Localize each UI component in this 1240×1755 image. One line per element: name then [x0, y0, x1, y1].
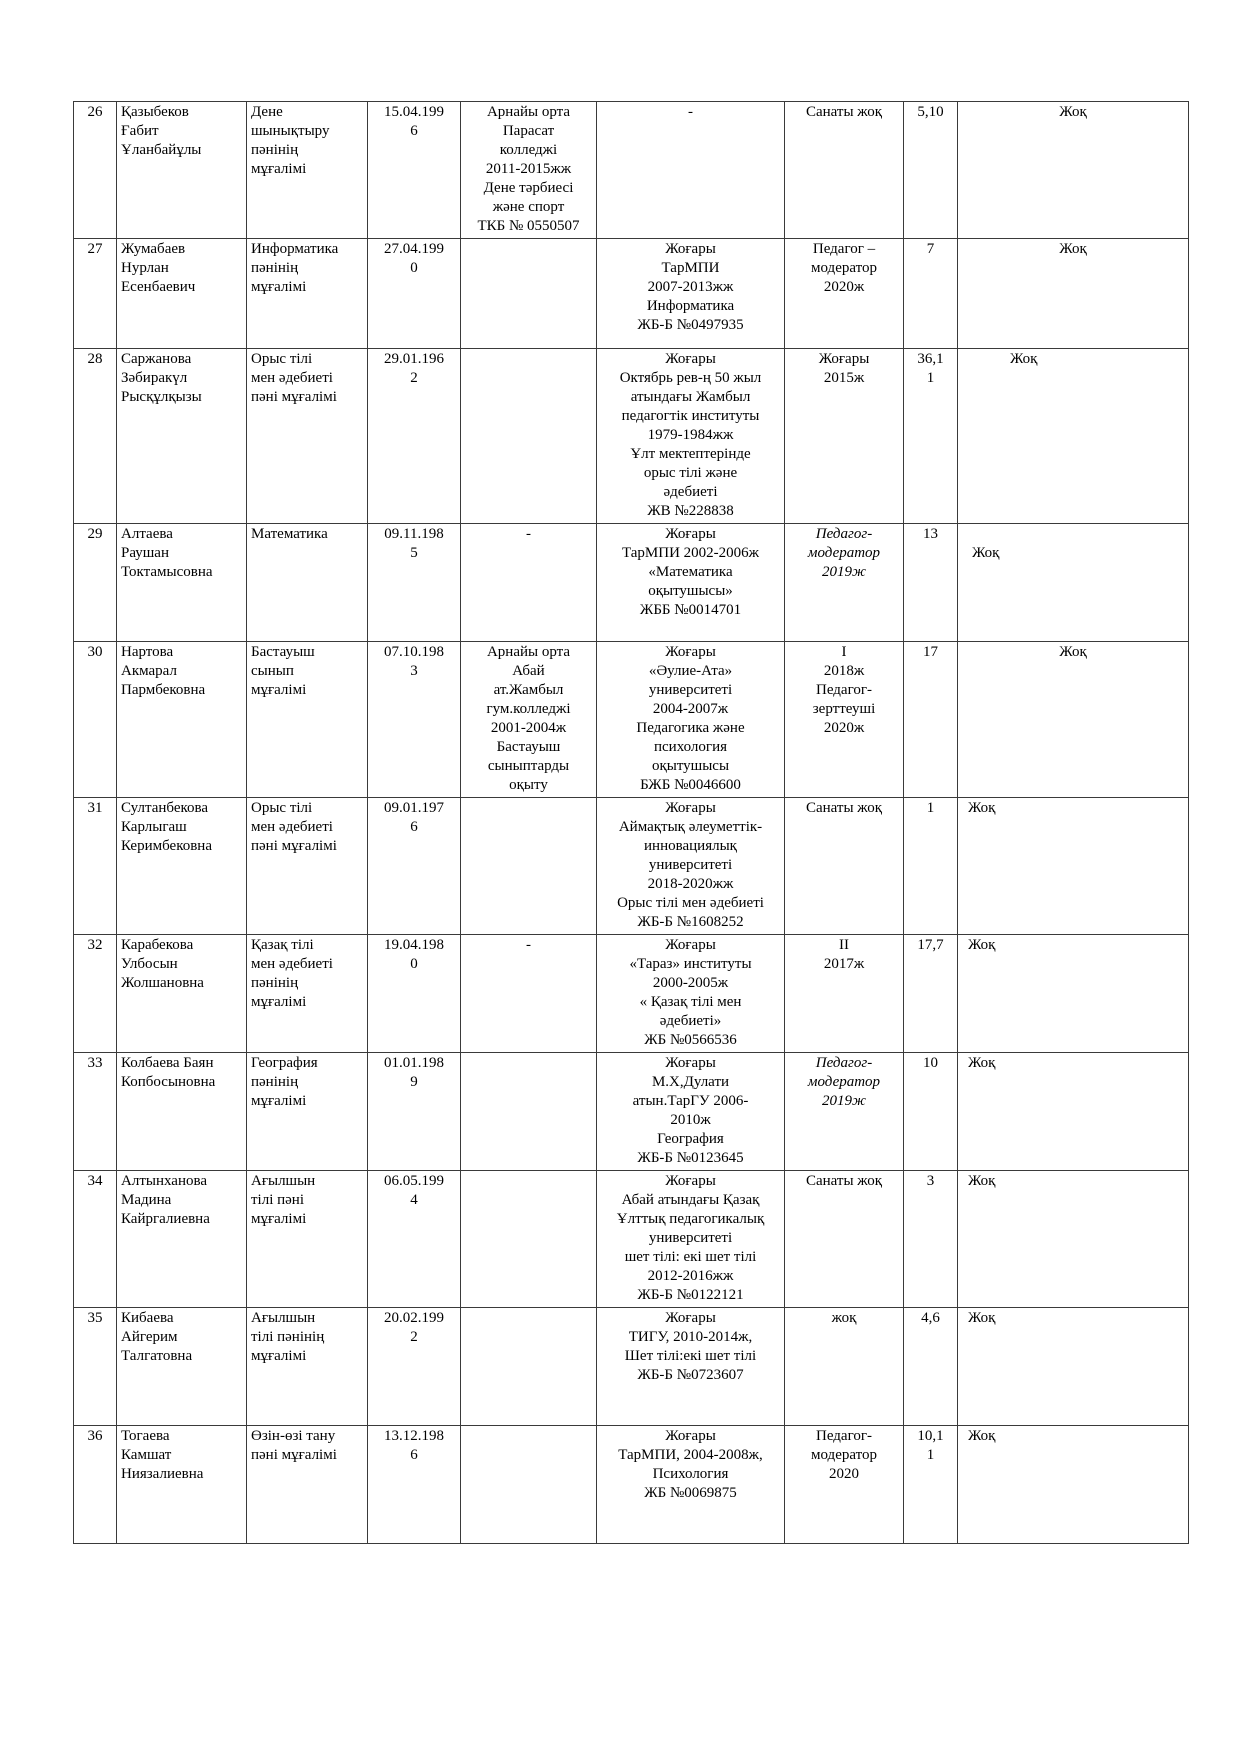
teacher-position-cell: Ағылшын тілі пәні мұғалімі [247, 1171, 368, 1308]
higher-education-cell: Жоғары «Тараз» институты 2000-2005ж « Қазақ тілі мен әдебиеті» ЖБ №0566536 [597, 935, 785, 1053]
work-experience-cell: 1 [904, 798, 958, 935]
higher-education-cell: Жоғары ТИГУ, 2010-2014ж, Шет тілі:екі шет тілі ЖБ-Б №0723607 [597, 1308, 785, 1426]
work-experience-cell: 10,1 1 [904, 1426, 958, 1544]
row-number-cell: 31 [74, 798, 117, 935]
teacher-position-cell: Орыс тілі мен әдебиеті пәні мұғалімі [247, 798, 368, 935]
teacher-name-cell: Жумабаев Нурлан Есенбаевич [117, 239, 247, 349]
teacher-position-cell: География пәнінің мұғалімі [247, 1053, 368, 1171]
secondary-education-cell: - [461, 935, 597, 1053]
secondary-education-cell [461, 1308, 597, 1426]
secondary-education-cell [461, 1171, 597, 1308]
teacher-position-cell: Информатика пәнінің мұғалімі [247, 239, 368, 349]
teacher-name-cell: Султанбекова Карлыгаш Керимбековна [117, 798, 247, 935]
qualification-category-cell: II 2017ж [785, 935, 904, 1053]
higher-education-cell: - [597, 102, 785, 239]
higher-education-cell: Жоғары ТарМПИ, 2004-2008ж, Психология ЖБ №0069875 [597, 1426, 785, 1544]
row-number-cell: 36 [74, 1426, 117, 1544]
qualification-category-cell: Санаты жоқ [785, 102, 904, 239]
table-row [74, 102, 1189, 239]
row-number-cell: 26 [74, 102, 117, 239]
teacher-position-cell: Қазақ тілі мен әдебиеті пәнінің мұғалімі [247, 935, 368, 1053]
qualification-category-cell: жоқ [785, 1308, 904, 1426]
work-experience-cell: 4,6 [904, 1308, 958, 1426]
higher-education-cell: Жоғары ТарМПИ 2007-2013жж Информатика ЖБ-Б №0497935 [597, 239, 785, 349]
work-experience-cell: 13 [904, 524, 958, 642]
note-cell: Жоқ [958, 1053, 1189, 1171]
teacher-name-cell: Кибаева Айгерим Талгатовна [117, 1308, 247, 1426]
teacher-position-cell: Математика [247, 524, 368, 642]
birth-date-cell: 13.12.198 6 [368, 1426, 461, 1544]
table-row [74, 1308, 1189, 1426]
qualification-category-cell: Педагог- модератор 2020 [785, 1426, 904, 1544]
row-number-cell: 27 [74, 239, 117, 349]
birth-date-cell: 15.04.199 6 [368, 102, 461, 239]
secondary-education-cell: Арнайы орта Парасат колледжі 2011-2015жж Дене тәрбиесі және спорт ТКБ № 0550507 [461, 102, 597, 239]
qualification-category-cell: Санаты жоқ [785, 1171, 904, 1308]
qualification-category-cell: Педагог- модератор 2019ж [785, 1053, 904, 1171]
staff-table [73, 101, 1189, 1544]
teacher-position-cell: Өзін-өзі тану пәні мұғалімі [247, 1426, 368, 1544]
teacher-name-cell: Алтаева Раушан Токтамысовна [117, 524, 247, 642]
higher-education-cell: Жоғары Октябрь рев-ң 50 жыл атындағы Жамбыл педагогтік институты 1979-1984жж Ұлт мектептерінде орыс тілі және әдебиеті ЖВ №228838 [597, 349, 785, 524]
teacher-name-cell: Нартова Акмарал Пармбековна [117, 642, 247, 798]
note-cell: Жоқ [958, 1426, 1189, 1544]
birth-date-cell: 06.05.199 4 [368, 1171, 461, 1308]
note-cell: Жоқ [958, 239, 1189, 349]
higher-education-cell: Жоғары «Әулие-Ата» университеті 2004-2007ж Педагогика және психология оқытушысы БЖБ №0046600 [597, 642, 785, 798]
teacher-position-cell: Орыс тілі мен әдебиеті пәні мұғалімі [247, 349, 368, 524]
teacher-name-cell: Алтынханова Мадина Кайргалиевна [117, 1171, 247, 1308]
work-experience-cell: 10 [904, 1053, 958, 1171]
qualification-category-cell: Жоғары 2015ж [785, 349, 904, 524]
table-row [74, 524, 1189, 642]
row-number-cell: 34 [74, 1171, 117, 1308]
note-cell: Жоқ [958, 642, 1189, 798]
note-cell: Жоқ [958, 1171, 1189, 1308]
teacher-name-cell: Колбаева Баян Копбосыновна [117, 1053, 247, 1171]
higher-education-cell: Жоғары М.Х,Дулати атын.ТарГУ 2006- 2010ж География ЖБ-Б №0123645 [597, 1053, 785, 1171]
row-number-cell: 35 [74, 1308, 117, 1426]
birth-date-cell: 29.01.196 2 [368, 349, 461, 524]
birth-date-cell: 01.01.198 9 [368, 1053, 461, 1171]
work-experience-cell: 17,7 [904, 935, 958, 1053]
birth-date-cell: 20.02.199 2 [368, 1308, 461, 1426]
birth-date-cell: 09.01.197 6 [368, 798, 461, 935]
table-row [74, 642, 1189, 798]
secondary-education-cell [461, 349, 597, 524]
birth-date-cell: 07.10.198 3 [368, 642, 461, 798]
table-row [74, 798, 1189, 935]
row-number-cell: 32 [74, 935, 117, 1053]
note-cell: Жоқ [958, 349, 1189, 524]
higher-education-cell: Жоғары ТарМПИ 2002-2006ж «Математика оқытушысы» ЖББ №0014701 [597, 524, 785, 642]
table-row [74, 349, 1189, 524]
table-row [74, 935, 1189, 1053]
secondary-education-cell [461, 239, 597, 349]
note-cell: Жоқ [958, 798, 1189, 935]
birth-date-cell: 09.11.198 5 [368, 524, 461, 642]
staff-table-body [74, 102, 1189, 1544]
table-row [74, 1053, 1189, 1171]
row-number-cell: 28 [74, 349, 117, 524]
qualification-category-cell: Педагог – модератор 2020ж [785, 239, 904, 349]
qualification-category-cell: I 2018ж Педагог- зерттеуші 2020ж [785, 642, 904, 798]
secondary-education-cell: - [461, 524, 597, 642]
row-number-cell: 30 [74, 642, 117, 798]
secondary-education-cell: Арнайы орта Абай ат.Жамбыл гум.колледжі 2001-2004ж Бастауыш сыныптарды оқыту [461, 642, 597, 798]
secondary-education-cell [461, 1053, 597, 1171]
row-number-cell: 29 [74, 524, 117, 642]
note-cell: Жоқ [958, 524, 1189, 642]
teacher-name-cell: Қазыбеков Ғабит Ұланбайұлы [117, 102, 247, 239]
teacher-name-cell: Тогаева Камшат Ниязалиевна [117, 1426, 247, 1544]
birth-date-cell: 27.04.199 0 [368, 239, 461, 349]
work-experience-cell: 3 [904, 1171, 958, 1308]
qualification-category-cell: Педагог- модератор 2019ж [785, 524, 904, 642]
note-cell: Жоқ [958, 1308, 1189, 1426]
secondary-education-cell [461, 1426, 597, 1544]
teacher-position-cell: Дене шынықтыру пәнінің мұғалімі [247, 102, 368, 239]
work-experience-cell: 5,10 [904, 102, 958, 239]
note-cell: Жоқ [958, 935, 1189, 1053]
teacher-position-cell: Бастауыш сынып мұғалімі [247, 642, 368, 798]
secondary-education-cell [461, 798, 597, 935]
teacher-position-cell: Ағылшын тілі пәнінің мұғалімі [247, 1308, 368, 1426]
note-cell: Жоқ [958, 102, 1189, 239]
work-experience-cell: 7 [904, 239, 958, 349]
teacher-name-cell: Саржанова Зәбиракүл Рысқұлқызы [117, 349, 247, 524]
teacher-name-cell: Карабекова Улбосын Жолшановна [117, 935, 247, 1053]
birth-date-cell: 19.04.198 0 [368, 935, 461, 1053]
table-row [74, 239, 1189, 349]
table-row [74, 1171, 1189, 1308]
work-experience-cell: 17 [904, 642, 958, 798]
qualification-category-cell: Санаты жоқ [785, 798, 904, 935]
higher-education-cell: Жоғары Аймақтық әлеуметтік- инновациялық университеті 2018-2020жж Орыс тілі мен әдебиеті ЖБ-Б №1608252 [597, 798, 785, 935]
table-row [74, 1426, 1189, 1544]
work-experience-cell: 36,1 1 [904, 349, 958, 524]
row-number-cell: 33 [74, 1053, 117, 1171]
higher-education-cell: Жоғары Абай атындағы Қазақ Ұлттық педагогикалық университеті шет тілі: екі шет тілі 2012-2016жж ЖБ-Б №0122121 [597, 1171, 785, 1308]
